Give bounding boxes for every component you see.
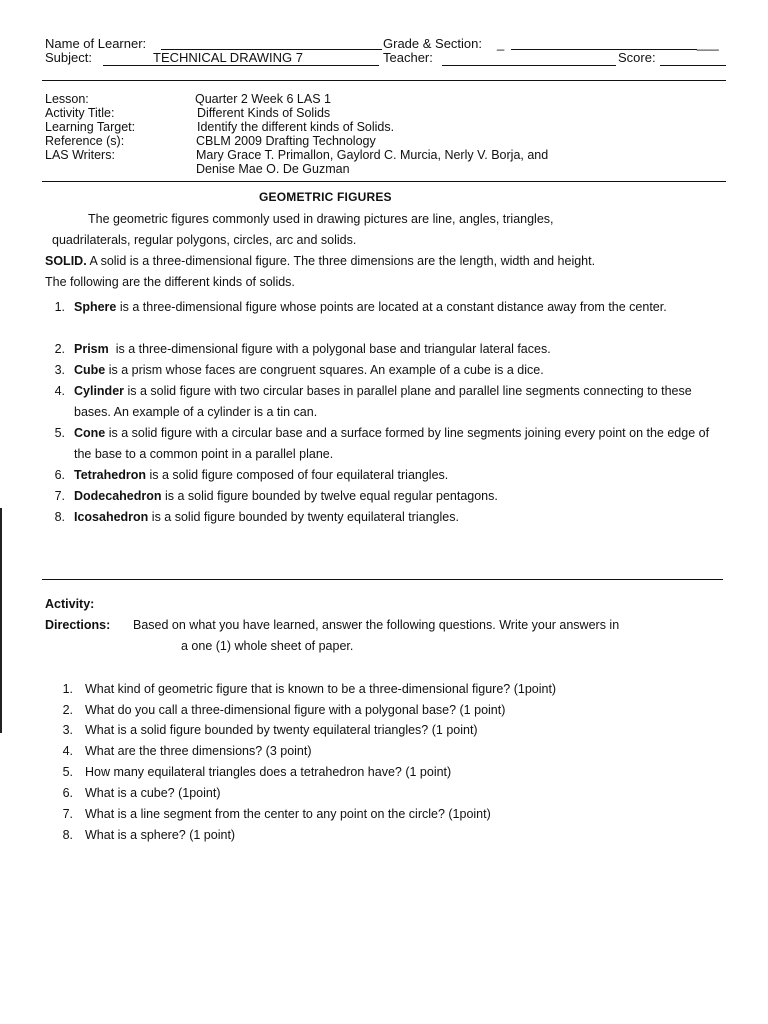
reference-value: CBLM 2009 Drafting Technology: [196, 134, 376, 148]
question-number: 2.: [62, 703, 73, 717]
list-item-number: 5.: [54, 426, 65, 440]
question-item: [58, 700, 506, 721]
learning-target-value: Identify the different kinds of Solids.: [197, 120, 395, 134]
list-item: [49, 339, 729, 360]
teacher-label: Teacher:: [383, 50, 433, 65]
activity-divider: [42, 579, 723, 580]
directions-text-line-2: a one (1) whole sheet of paper.: [181, 639, 354, 653]
solid-description: is a solid figure with two circular bases in parallel plane and parallel line segments connecting to these bases. An example of a cylinder is a tin can.: [74, 384, 692, 419]
list-item: [49, 507, 729, 528]
list-item: [49, 465, 729, 486]
intro-line-2: quadrilaterals, regular polygons, circles, arc and solids.: [52, 233, 357, 247]
solid-term: SOLID.: [45, 254, 87, 268]
reference-label: Reference (s):: [45, 134, 125, 148]
solid-term: Icosahedron: [74, 510, 149, 524]
question-item: [58, 720, 478, 741]
list-item: [49, 297, 729, 339]
question-text: How many equilateral triangles does a tetrahedron have? (1 point): [85, 765, 452, 779]
list-item-number: 6.: [54, 468, 65, 482]
solid-definition: [45, 251, 595, 272]
name-label: Name of Learner:: [45, 36, 147, 51]
solid-description: is a three-dimensional figure with a polygonal base and triangular lateral faces.: [108, 342, 551, 356]
question-text: What is a solid figure bounded by twenty equilateral triangles? (1 point): [85, 723, 478, 737]
solid-term: Cone: [74, 426, 106, 440]
question-number: 5.: [62, 765, 73, 779]
question-item: [58, 741, 312, 762]
question-item: [58, 762, 452, 783]
solid-description: is a solid figure bounded by twelve equal regular pentagons.: [161, 489, 498, 503]
grade-blank: [511, 49, 697, 50]
solid-description: is a three-dimensional figure whose points are located at a constant distance away from the center.: [116, 300, 667, 314]
directions: [45, 615, 110, 636]
activity-title-value: Different Kinds of Solids: [197, 106, 331, 120]
lesson-value: Quarter 2 Week 6 LAS 1: [195, 92, 331, 106]
subject-value: TECHNICAL DRAWING 7: [153, 50, 303, 65]
grade-blank-mark: _: [497, 36, 505, 51]
question-number: 3.: [62, 723, 73, 737]
question-text: What is a sphere? (1 point): [85, 828, 236, 842]
solid-term: Dodecahedron: [74, 489, 162, 503]
grade-tail: ___: [697, 36, 719, 51]
intro-line-1: The geometric figures commonly used in drawing pictures are line, angles, triangles,: [88, 212, 554, 226]
question-number: 4.: [62, 744, 73, 758]
solid-term: Cube: [74, 363, 106, 377]
list-item-number: 4.: [54, 384, 65, 398]
question-item: [58, 679, 557, 700]
question-text: What are the three dimensions? (3 point): [85, 744, 312, 758]
question-number: 7.: [62, 807, 73, 821]
list-item: [49, 381, 729, 423]
list-item-number: 2.: [54, 342, 65, 356]
scan-edge-mark: [0, 508, 2, 733]
subject-label: Subject:: [45, 50, 92, 65]
solid-intro-line-2: The following are the different kinds of solids.: [45, 275, 295, 289]
lesson-divider: [42, 181, 726, 182]
list-item: [49, 360, 729, 381]
writers-label: LAS Writers:: [45, 148, 115, 162]
list-item-number: 3.: [54, 363, 65, 377]
solid-term: Tetrahedron: [74, 468, 146, 482]
list-item: [49, 486, 729, 507]
directions-text: Based on what you have learned, answer the following questions. Write your answers in: [133, 618, 620, 632]
solid-definition-text: A solid is a three-dimensional figure. The three dimensions are the length, width and height.: [86, 254, 596, 268]
question-text: What is a cube? (1point): [85, 786, 221, 800]
solid-term: Cylinder: [74, 384, 125, 398]
score-blank: [660, 65, 726, 66]
activity-title-label: Activity Title:: [45, 106, 115, 120]
subject-blank: [103, 65, 379, 66]
solid-description: is a solid figure bounded by twenty equilateral triangles.: [148, 510, 459, 524]
list-item: [49, 423, 729, 465]
writers-value-line2: Denise Mae O. De Guzman: [196, 162, 350, 176]
question-number: 8.: [62, 828, 73, 842]
directions-label: Directions:: [45, 618, 111, 632]
question-text: What do you call a three-dimensional figure with a polygonal base? (1 point): [85, 703, 506, 717]
question-number: 6.: [62, 786, 73, 800]
lesson-label: Lesson:: [45, 92, 89, 106]
section-title: GEOMETRIC FIGURES: [259, 190, 392, 204]
score-label: Score:: [618, 50, 656, 65]
solid-term: Prism: [74, 342, 109, 356]
list-item-number: 8.: [54, 510, 65, 524]
question-item: [58, 804, 491, 825]
question-text: What kind of geometric figure that is known to be a three-dimensional figure? (1point): [85, 682, 557, 696]
question-number: 1.: [62, 682, 73, 696]
question-item: [58, 783, 221, 804]
list-item-number: 1.: [54, 300, 65, 314]
teacher-blank: [442, 65, 616, 66]
writers-value: Mary Grace T. Primallon, Gaylord C. Murcia, Nerly V. Borja, and: [196, 148, 549, 162]
solid-term: Sphere: [74, 300, 117, 314]
header-divider: [42, 80, 726, 81]
list-item-number: 7.: [54, 489, 65, 503]
question-item: [58, 825, 236, 846]
grade-label: Grade & Section:: [383, 36, 482, 51]
activity-label: Activity:: [45, 597, 95, 611]
solid-description: is a solid figure composed of four equilateral triangles.: [146, 468, 449, 482]
learning-target-label: Learning Target:: [45, 120, 136, 134]
solid-description: is a solid figure with a circular base and a surface formed by line segments joining every point on the edge of the base to a common point in a parallel plane.: [74, 426, 710, 461]
question-text: What is a line segment from the center to any point on the circle? (1point): [85, 807, 491, 821]
solid-description: is a prism whose faces are congruent squares. An example of a cube is a dice.: [105, 363, 544, 377]
